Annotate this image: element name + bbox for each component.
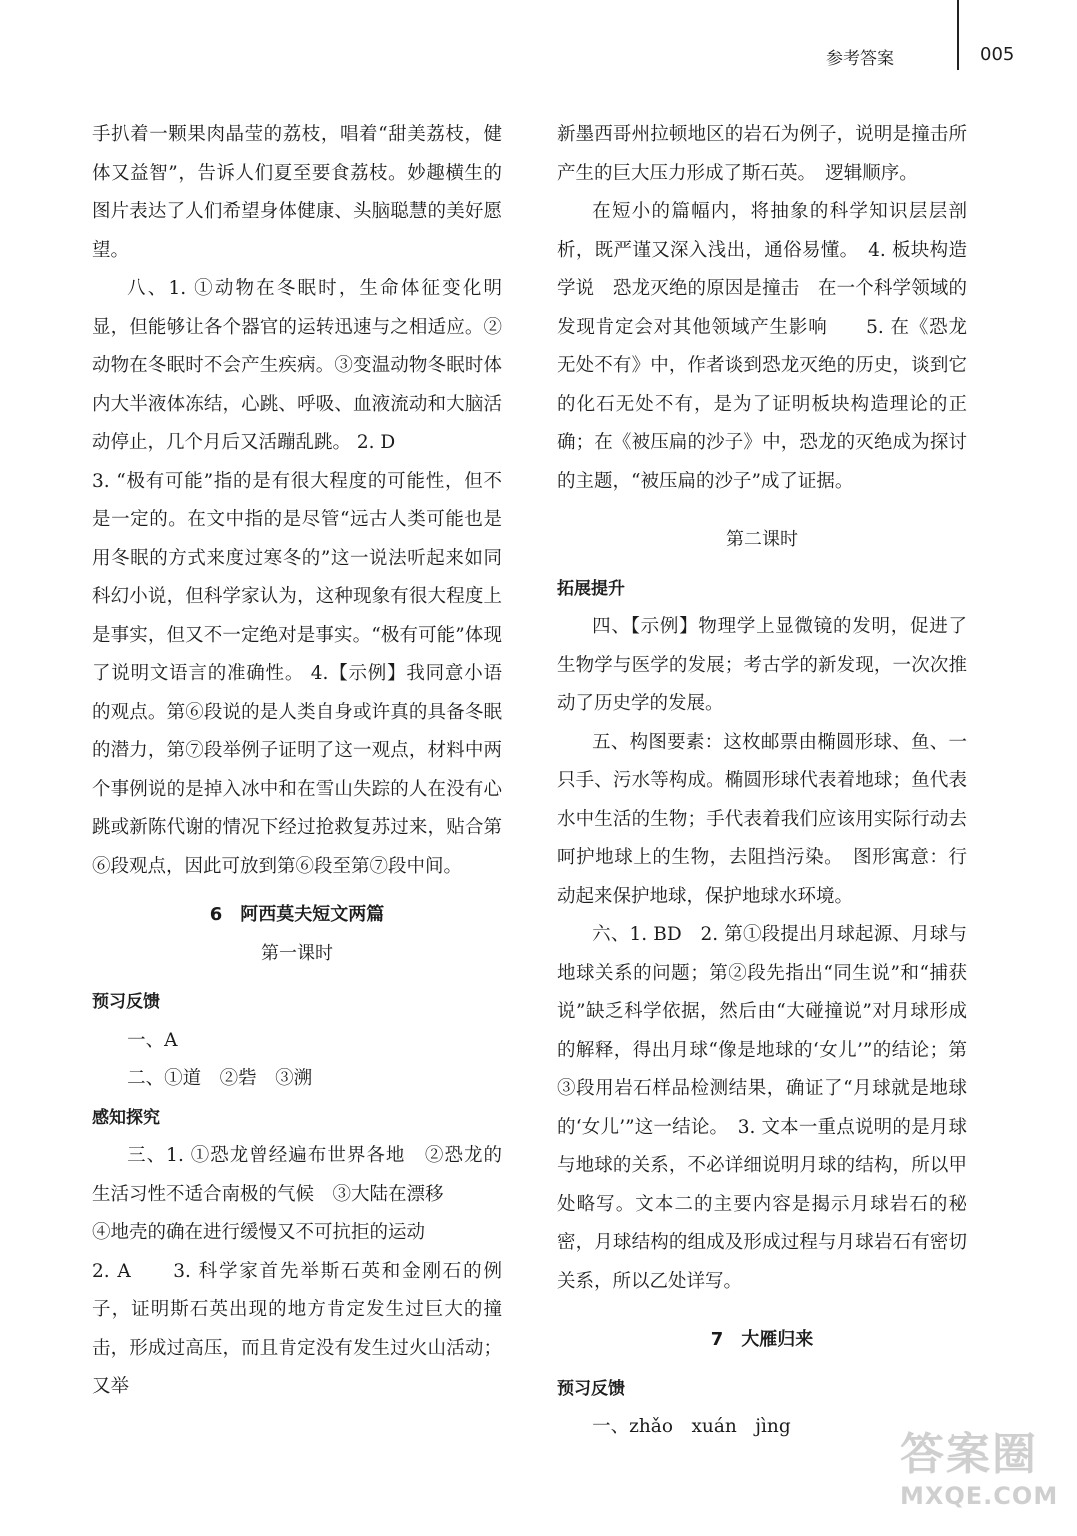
page-number: 005 bbox=[980, 44, 1015, 65]
header-divider bbox=[957, 0, 959, 70]
section-heading: 预习反馈 bbox=[92, 992, 160, 1012]
paragraph: 六、1. BD 2. 第①段提出月球起源、月球与地球关系的问题；第②段先指出“同生说”和“捕获说”缺乏科学依据，然后由“大碰撞说”对月球形成的解释，得出月球“像是地球的‘女儿’”的结论；第③段用岩石样品检测结果，确证了“月球就是地球的‘女儿’”这一结论。 3. 文本一重点说明的是月球与地球的关系，不必详细说明月球的结构，所以甲处略写。文本二的主要内容是揭示月球岩石的秘密，月球结构的组成及形成过程与月球岩石有密切关系，所以乙处详写。 bbox=[557, 924, 967, 1292]
answer-line: 一、A bbox=[127, 1029, 178, 1051]
lesson-title: 7 大雁归来 bbox=[710, 1329, 814, 1350]
answer-line: 一、zhǎo xuán jìng bbox=[592, 1416, 791, 1437]
lesson-subtitle: 第二课时 bbox=[726, 529, 798, 550]
right-column bbox=[557, 116, 967, 1447]
lesson-title: 6 阿西莫夫短文两篇 bbox=[209, 904, 385, 925]
paragraph: 2. A 3. 科学家首先举斯石英和金刚石的例子，证明斯石英出现的地方肯定发生过巨大的撞击，形成过高压，而且肯定没有发生过火山活动；又举 bbox=[92, 1260, 502, 1397]
lesson-subtitle: 第一课时 bbox=[261, 942, 333, 964]
watermark-text-cn: 答案圈 bbox=[900, 1429, 1038, 1480]
watermark-logo bbox=[900, 1430, 1070, 1530]
watermark-text-en: MXQE.COM bbox=[900, 1482, 1059, 1510]
paragraph: ④地壳的确在进行缓慢又不可抗拒的运动 bbox=[92, 1222, 426, 1243]
paragraph: 八、1. ①动物在冬眠时，生命体征变化明显，但能够让各个器官的运转迅速与之相适应。②动物在冬眠时不会产生疾病。③变温动物冬眠时体内大半液体冻结，心跳、呼吸、血液流动和大脑活动停止，几个月后又活蹦乱跳。 2. D bbox=[92, 278, 502, 453]
page-header-title: 参考答案 bbox=[826, 49, 894, 69]
section-heading: 拓展提升 bbox=[557, 578, 625, 599]
paragraph: 五、构图要素：这枚邮票由椭圆形球、鱼、一只手、污水等构成。椭圆形球代表着地球；鱼代表水中生活的生物；手代表着我们应该用实际行动去呵护地球上的生物，去阻挡污染。 图形寓意：行动起来保护地球，保护地球水环境。 bbox=[557, 731, 967, 907]
section-heading: 感知探究 bbox=[92, 1107, 160, 1128]
paragraph: 3. “极有可能”指的是有很大程度的可能性，但不是一定的。在文中指的是尽管“远古人类可能也是用冬眠的方式来度过寒冬的”这一说法听起来如同科幻小说，但科学家认为，这种现象有很大程度上是事实，但又不一定绝对是事实。“极有可能”体现了说明文语言的准确性。 4.【示例】我同意小语的观点。第⑥段说的是人类自身或许真的具备冬眠的潜力，第⑦段举例子证明了这一观点，材料中两个事例说的是掉入冰中和在雪山失踪的人在没有心跳或新陈代谢的情况下经过抢救复苏过来，贴合第⑥段观点，因此可放到第⑥段至第⑦段中间。 bbox=[92, 470, 502, 877]
paragraph: 在短小的篇幅内，将抽象的科学知识层层剖析，既严谨又深入浅出，通俗易懂。 4. 板块构造学说 恐龙灭绝的原因是撞击 在一个科学领域的发现肯定会对其他领域产生影响 5. 在《恐龙无处不有》中，作者谈到恐龙灭绝的历史，谈到它的化石无处不有，是为了证明板块构造理论的正确；在《被压扁的沙子》中，恐龙的灭绝成为探讨的主题，“被压扁的沙子”成了证据。 bbox=[557, 201, 967, 492]
paragraph: 三、1. ①恐龙曾经遍布世界各地 ②恐龙的生活习性不适合南极的气候 ③大陆在漂移 bbox=[92, 1145, 502, 1205]
section-heading: 预习反馈 bbox=[557, 1378, 625, 1399]
paragraph: 四、【示例】物理学上显微镜的发明，促进了生物学与医学的发展；考古学的新发现，一次次推动了历史学的发展。 bbox=[557, 616, 967, 714]
left-column bbox=[92, 116, 502, 1407]
paragraph: 新墨西哥州拉顿地区的岩石为例子，说明是撞击所产生的巨大压力形成了斯石英。 逻辑顺序。 bbox=[557, 124, 967, 184]
answer-line: 二、①道 ②砦 ③溯 bbox=[127, 1068, 313, 1089]
paragraph: 手扒着一颗果肉晶莹的荔枝，唱着“甜美荔枝，健体又益智”，告诉人们夏至要食荔枝。妙趣横生的图片表达了人们希望身体健康、头脑聪慧的美好愿望。 bbox=[92, 124, 502, 261]
